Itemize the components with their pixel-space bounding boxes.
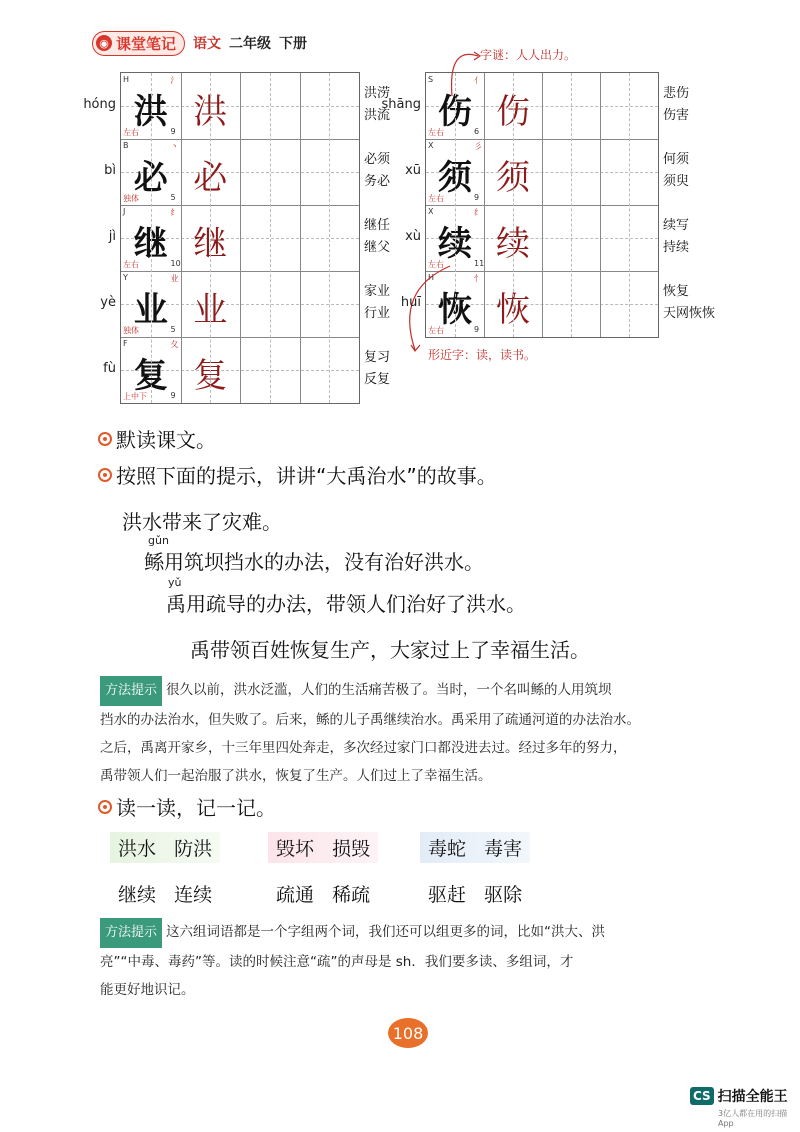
- char-pinyin: jì: [108, 229, 116, 244]
- char-structure: 左右: [428, 260, 444, 269]
- char-structure: 独体: [123, 326, 139, 335]
- grid-guide-line: [151, 73, 152, 403]
- vocab-word: 毒蛇: [428, 838, 467, 860]
- grid-guide-line: [270, 73, 271, 403]
- story-line-2: 鲧用筑坝挡水的办法，没有治好洪水。: [144, 550, 484, 574]
- trace-character: 须: [496, 158, 530, 198]
- grid-guide-line: [513, 73, 514, 337]
- example-word: 必须: [364, 152, 391, 167]
- vocab-word: 驱赶: [428, 884, 467, 906]
- example-word: 天网恢恢: [663, 306, 716, 321]
- trace-character: 必: [193, 158, 228, 198]
- similar-char-annotation: 形近字：读，读书。: [428, 348, 537, 362]
- trace-character: 恢: [496, 290, 530, 330]
- trace-character: 续: [496, 224, 530, 264]
- brand-name: 课堂笔记: [116, 34, 177, 53]
- model-character: 洪: [133, 92, 168, 132]
- volume-label: 下册: [279, 36, 308, 52]
- tip-line: 亮”“中毒、毒药”等。读的时候注意“疏”的声母是 sh．我们要多读、多组词，才: [100, 954, 574, 970]
- char-radical: 忄: [474, 274, 482, 283]
- char-initial-letter: X: [428, 141, 434, 150]
- vocab-word: 疏通: [276, 884, 315, 906]
- char-initial-letter: H: [428, 273, 435, 282]
- brand-logo-icon: ◉: [96, 35, 112, 51]
- char-stroke-count: 9: [474, 325, 480, 334]
- example-word: 继任: [364, 218, 391, 233]
- char-radical: 纟: [170, 208, 179, 217]
- vocab-word: 防洪: [174, 838, 213, 860]
- char-initial-letter: Y: [123, 273, 128, 282]
- char-initial-letter: X: [428, 207, 434, 216]
- char-structure: 左右: [123, 260, 139, 269]
- example-word: 洪流: [364, 108, 391, 123]
- vocab-row2-group3: [420, 878, 530, 909]
- vocab-word: 连续: [174, 884, 213, 906]
- char-stroke-count: 9: [474, 193, 480, 202]
- example-word: 持续: [663, 240, 690, 255]
- grid-guide-line: [571, 73, 572, 337]
- example-word: 续写: [663, 218, 690, 233]
- trace-character: 复: [193, 356, 228, 396]
- trace-character: 业: [193, 290, 228, 330]
- char-radical: 彡: [474, 142, 482, 151]
- char-structure: 左右: [123, 128, 139, 137]
- char-radical: 亻: [474, 76, 482, 85]
- vocab-word: 继续: [118, 884, 157, 906]
- model-character: 必: [133, 158, 168, 198]
- model-character: 复: [133, 356, 168, 396]
- story-ruby-yu: yǔ: [168, 576, 182, 589]
- vocab-word: 毒害: [484, 838, 523, 860]
- vocab-row2-group2: [268, 878, 378, 909]
- char-pinyin: bì: [104, 163, 116, 178]
- char-initial-letter: H: [123, 75, 130, 84]
- vocab-word: 稀疏: [332, 884, 371, 906]
- grid-guide-line: [629, 73, 630, 337]
- scanner-name: 扫描全能王: [717, 1089, 788, 1105]
- section-title: 默读课文。: [116, 428, 216, 452]
- method-tip-1: [100, 676, 740, 790]
- char-radical: 丶: [170, 142, 179, 151]
- scanner-watermark: [690, 1086, 788, 1106]
- char-radical: 业: [170, 274, 179, 283]
- trace-character: 洪: [193, 92, 228, 132]
- char-stroke-count: 9: [170, 391, 176, 400]
- scanner-logo: CS: [690, 1087, 714, 1105]
- char-initial-letter: S: [428, 75, 434, 84]
- example-word: 继父: [364, 240, 391, 255]
- model-character: 恢: [438, 290, 472, 330]
- target-icon: [98, 432, 112, 446]
- example-word: 须臾: [663, 174, 690, 189]
- char-example-words: [663, 281, 715, 325]
- target-icon: [98, 800, 112, 814]
- char-example-words: [364, 347, 390, 391]
- example-word: 行业: [364, 306, 391, 321]
- grid-col-line: [542, 73, 543, 337]
- vocab-word: 驱除: [484, 884, 523, 906]
- vocab-word: 损毁: [332, 838, 371, 860]
- example-word: 家业: [364, 284, 391, 299]
- method-tip-label: 方法提示: [100, 918, 162, 948]
- vocab-row2-group1: [110, 878, 220, 909]
- riddle-annotation: 字谜：人人出力。: [480, 48, 577, 62]
- grid-guide-line: [210, 73, 211, 403]
- story-line-3: 禹用疏导的办法，带领人们治好了洪水。: [166, 592, 526, 616]
- vocab-row1-group2: [268, 832, 378, 863]
- vocab-row1-group3: [420, 832, 530, 863]
- trace-character: 伤: [496, 92, 530, 132]
- char-pinyin: xū: [405, 163, 421, 178]
- model-character: 业: [133, 290, 168, 330]
- section-title: 读一读，记一记。: [116, 796, 276, 820]
- tip-line: 之后，禹离开家乡，十三年里四处奔走，多次经过家门口都没进去过。经过多年的努力，: [100, 740, 627, 756]
- story-line-1: 洪水带来了灾难。: [122, 510, 282, 534]
- vocab-row1-group1: [110, 832, 220, 863]
- char-stroke-count: 11: [474, 259, 485, 268]
- tip-line: 能更好地识记。: [100, 982, 195, 998]
- model-character: 伤: [438, 92, 472, 132]
- vocab-word: 毁坏: [276, 838, 315, 860]
- example-word: 洪涝: [364, 86, 391, 101]
- char-stroke-count: 5: [170, 325, 176, 334]
- method-tip-label: 方法提示: [100, 676, 162, 706]
- char-stroke-count: 9: [170, 127, 176, 136]
- char-pinyin: shāng: [381, 97, 421, 112]
- model-character: 续: [438, 224, 472, 264]
- example-word: 伤害: [663, 108, 690, 123]
- example-word: 反复: [364, 372, 391, 387]
- example-word: 恢复: [663, 284, 690, 299]
- section-story-prompt: [98, 460, 497, 489]
- section-read-remember: [98, 792, 276, 821]
- char-structure: 左右: [428, 128, 444, 137]
- subject-label: 语文: [193, 36, 222, 52]
- char-pinyin: hóng: [83, 97, 116, 112]
- char-stroke-count: 5: [170, 193, 176, 202]
- char-stroke-count: 6: [474, 127, 480, 136]
- char-initial-letter: F: [123, 339, 128, 348]
- tip-line: 这六组词语都是一个字组两个词，我们还可以组更多的词，比如“洪大、洪: [166, 924, 606, 940]
- char-pinyin: xù: [405, 229, 421, 244]
- char-structure: 左右: [428, 326, 444, 335]
- example-word: 复习: [364, 350, 391, 365]
- char-example-words: [663, 83, 689, 127]
- story-ruby-gun: gǔn: [148, 534, 169, 547]
- scanner-tagline: 3亿人都在用的扫描App: [718, 1109, 788, 1128]
- grid-col-line: [181, 73, 182, 403]
- page-number: 108: [388, 1018, 428, 1048]
- section-silent-reading: [98, 424, 216, 453]
- grid-guide-line: [329, 73, 330, 403]
- section-title: 按照下面的提示，讲讲“大禹治水”的故事。: [116, 464, 497, 488]
- char-initial-letter: B: [123, 141, 129, 150]
- grid-col-line: [240, 73, 241, 403]
- char-radical: 氵: [170, 76, 179, 85]
- char-stroke-count: 10: [170, 259, 181, 268]
- story-line-4: 禹带领百姓恢复生产，大家过上了幸福生活。: [190, 638, 590, 662]
- char-pinyin: huī: [400, 295, 421, 310]
- char-structure: 上中下: [123, 392, 147, 401]
- char-pinyin: yè: [100, 295, 116, 310]
- example-word: 务必: [364, 174, 391, 189]
- grade-label: 二年级: [229, 36, 272, 52]
- tip-line: 禹带领人们一起治服了洪水，恢复了生产。人们过上了幸福生活。: [100, 768, 492, 784]
- char-radical: 纟: [474, 208, 482, 217]
- grid-col-line: [600, 73, 601, 337]
- target-icon: [98, 468, 112, 482]
- header: [92, 30, 307, 56]
- char-structure: 左右: [428, 194, 444, 203]
- example-word: 悲伤: [663, 86, 690, 101]
- char-example-words: [663, 149, 689, 193]
- model-character: 须: [438, 158, 472, 198]
- left-char-grid: [120, 72, 360, 404]
- model-character: 继: [133, 224, 168, 264]
- tip-line: 很久以前，洪水泛滥，人们的生活痛苦极了。当时，一个名叫鲧的人用筑坝: [166, 682, 612, 698]
- char-structure: 独体: [123, 194, 139, 203]
- example-word: 何须: [663, 152, 690, 167]
- method-tip-2: [100, 918, 740, 1004]
- grid-col-line: [300, 73, 301, 403]
- annotation-arrows: [390, 40, 490, 360]
- char-example-words: [663, 215, 689, 259]
- vocab-word: 洪水: [118, 838, 157, 860]
- trace-character: 继: [193, 224, 228, 264]
- char-radical: 夂: [170, 340, 179, 349]
- char-initial-letter: J: [123, 207, 126, 216]
- tip-line: 挡水的办法治水，但失败了。后来，鲧的儿子禹继续治水。禹采用了疏通河道的办法治水。: [100, 712, 640, 728]
- char-pinyin: fù: [103, 361, 116, 376]
- brand-badge: [92, 31, 185, 56]
